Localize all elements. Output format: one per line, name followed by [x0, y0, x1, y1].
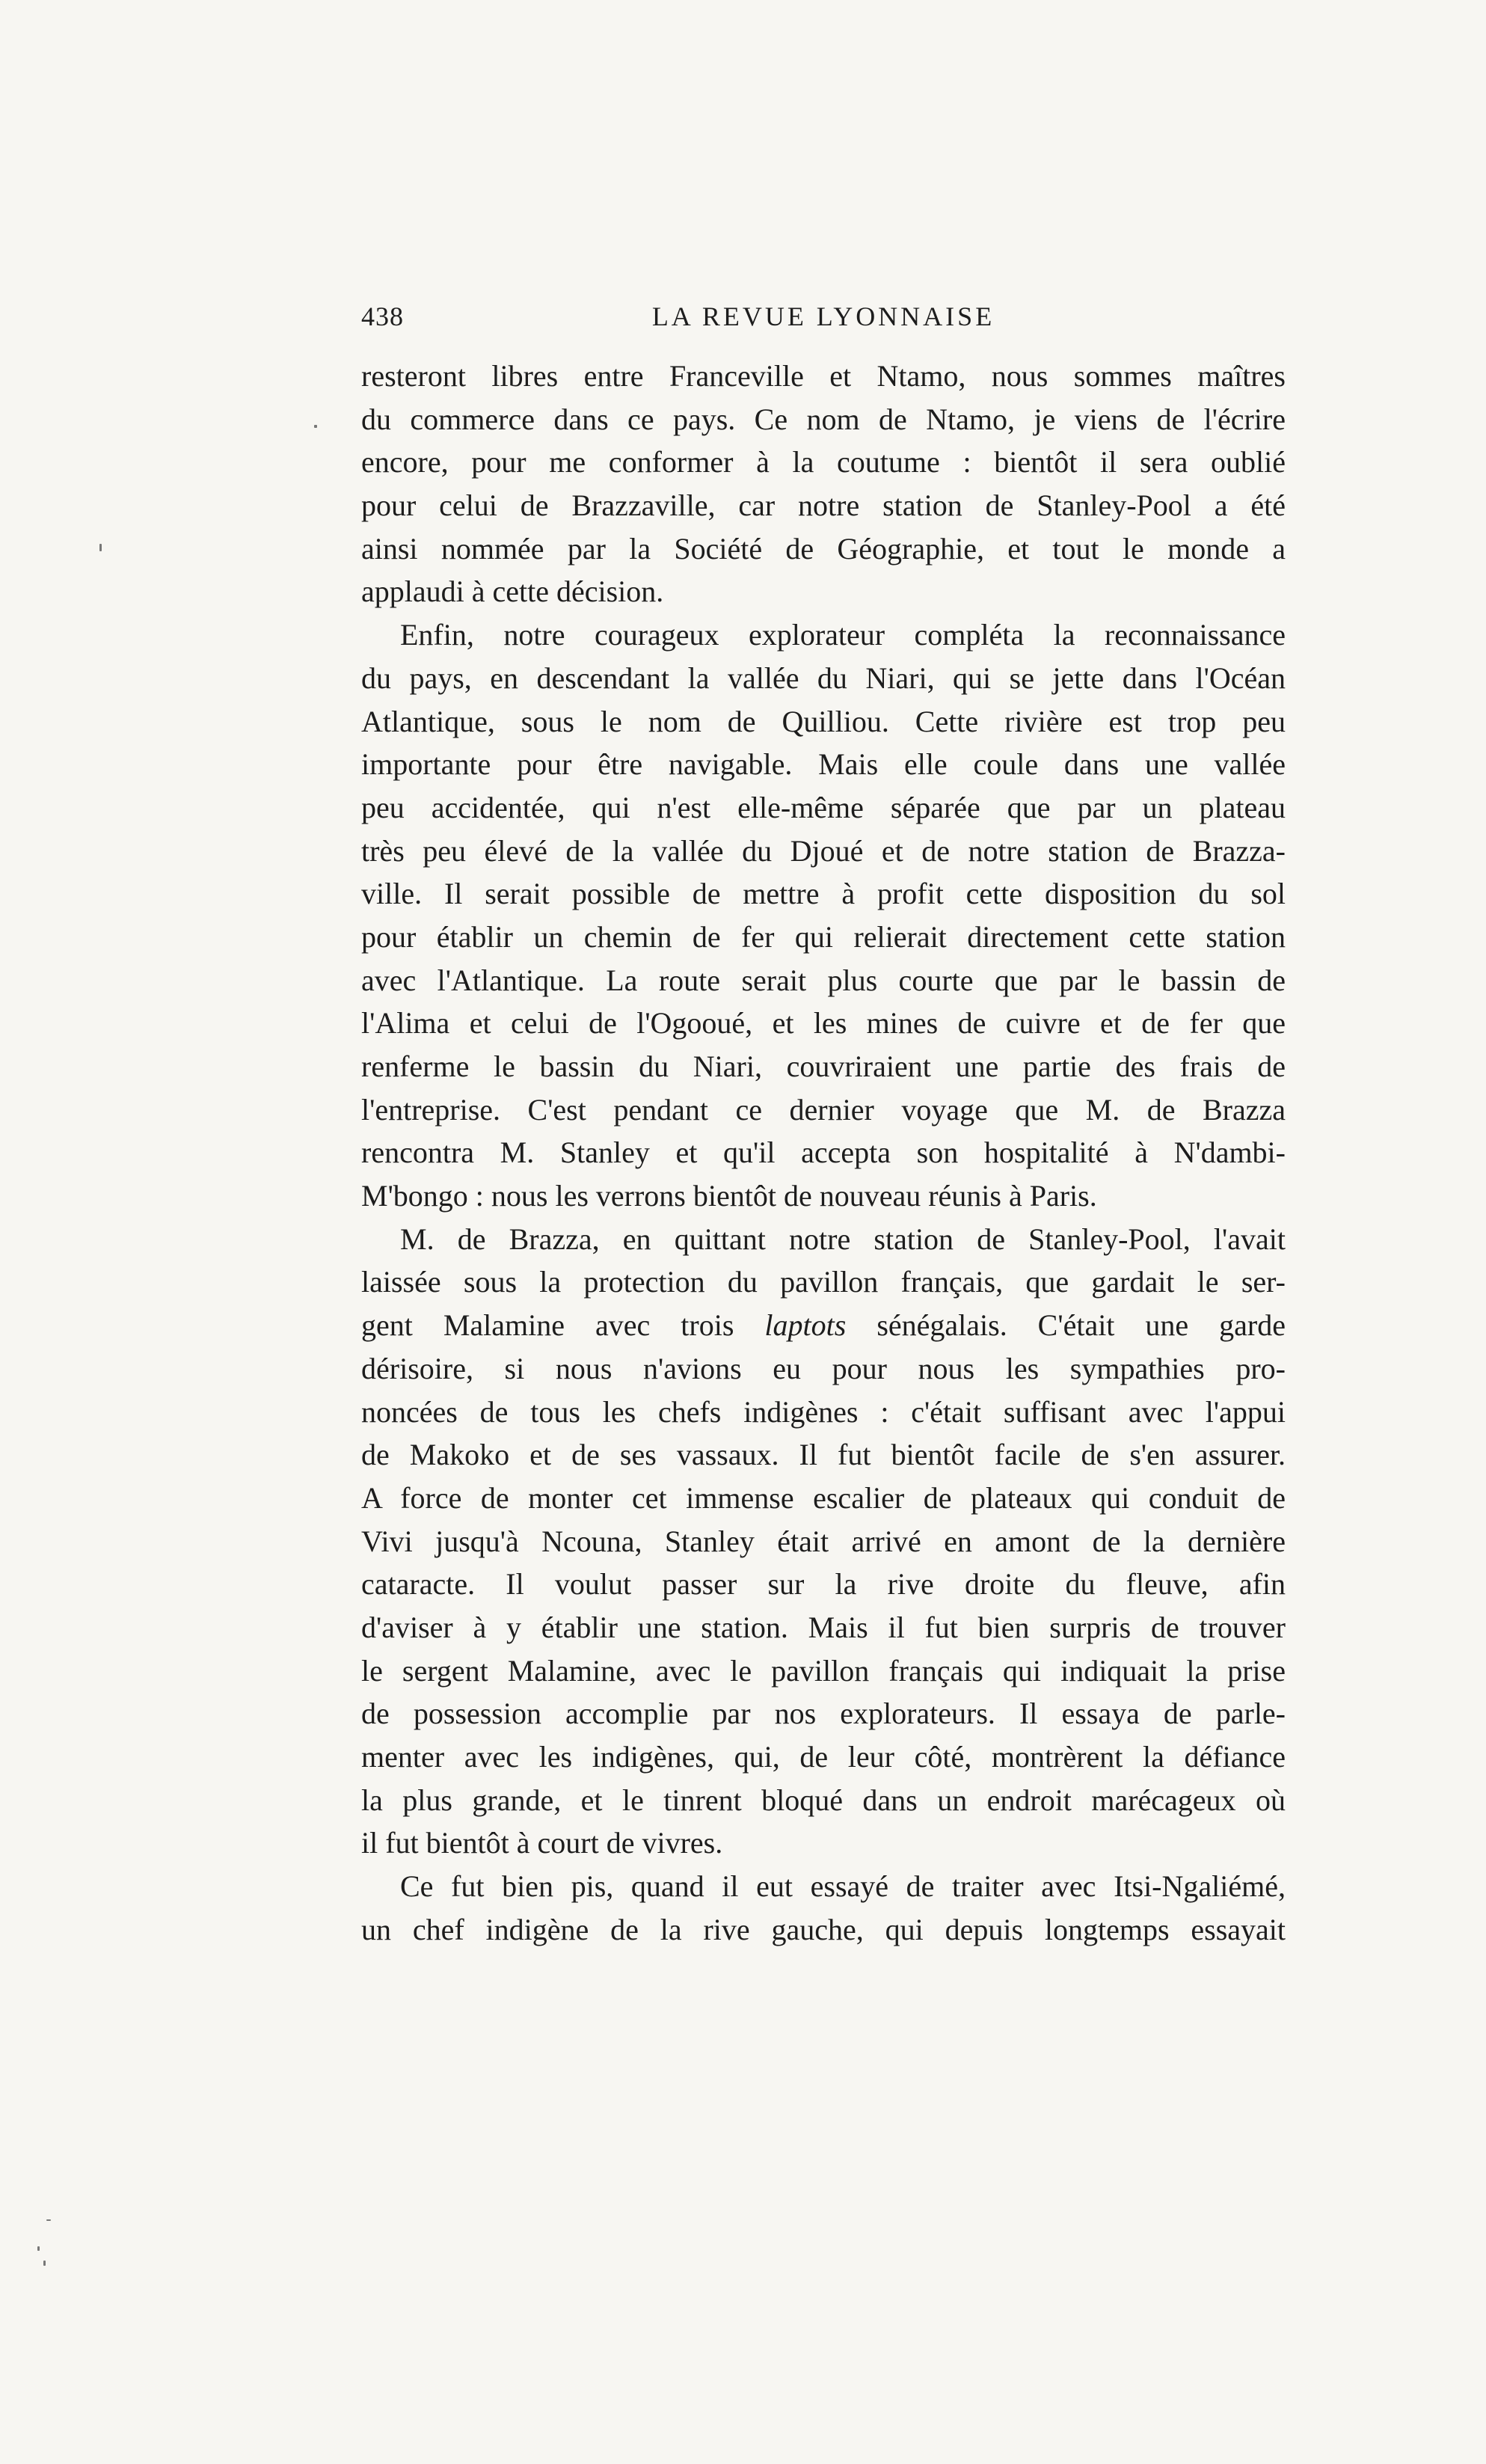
text-line: du commerce dans ce pays. Ce nom de Ntamo, je viens de l'écrire — [361, 402, 1286, 436]
running-title: LA REVUE LYONNAISE — [651, 301, 995, 331]
text-line: pour celui de Brazzaville, car notre station de Stanley-Pool a été — [361, 488, 1286, 523]
text-line: Enfin, notre courageux explorateur compléta la reconnaissance — [400, 618, 1286, 652]
text-segment: gent Malamine avec trois — [361, 1308, 734, 1343]
text-line: ainsi nommée par la Société de Géographie, et tout le monde a — [361, 531, 1286, 566]
text-line: dérisoire, si nous n'avions eu pour nous les sympathies pro- — [361, 1351, 1286, 1385]
page-number: 438 — [361, 301, 404, 331]
text-line: applaudi à cette décision. — [361, 574, 664, 609]
text-line: très peu élevé de la vallée du Djoué et de notre station de Brazza- — [361, 833, 1286, 868]
text-line: l'entreprise. C'est pendant ce dernier voyage que M. de Brazza — [361, 1092, 1286, 1127]
text-line: avec l'Atlantique. La route serait plus courte que par le bassin de — [361, 963, 1286, 997]
text-segment: sénégalais. C'était une garde — [876, 1308, 1286, 1343]
text-line: peu accidentée, qui n'est elle-même séparée que par un plateau — [361, 790, 1286, 824]
text-line: du pays, en descendant la vallée du Niari, qui se jette dans l'Océan — [361, 661, 1286, 695]
scan-speck — [314, 425, 317, 428]
text-line: un chef indigène de la rive gauche, qui depuis longtemps essayait — [361, 1912, 1286, 1946]
text-line: noncées de tous les chefs indigènes : c'était suffisant avec l'appui — [361, 1394, 1286, 1429]
text-line: renferme le bassin du Niari, couvriraient une partie des frais de — [361, 1049, 1286, 1083]
text-line: le sergent Malamine, avec le pavillon français qui indiquait la prise — [361, 1653, 1286, 1688]
text-line: Atlantique, sous le nom de Quilliou. Cette rivière est trop peu — [361, 704, 1286, 738]
text-line: de Makoko et de ses vassaux. Il fut bientôt facile de s'en assurer. — [361, 1438, 1286, 1472]
text-line: il fut bientôt à court de vivres. — [361, 1826, 723, 1860]
text-line: d'aviser à y établir une station. Mais il fut bien surpris de trouver — [361, 1610, 1286, 1644]
text-line: la plus grande, et le tinrent bloqué dans un endroit marécageux où — [361, 1783, 1286, 1817]
text-line: pour établir un chemin de fer qui relierait directement cette station — [361, 919, 1286, 954]
text-line: laissée sous la protection du pavillon français, que gardait le ser- — [361, 1265, 1286, 1299]
body-text — [361, 355, 1286, 1951]
text-line-with-italic — [361, 1304, 1286, 1347]
text-line: l'Alima et celui de l'Ogooué, et les mines de cuivre et de fer que — [361, 1006, 1286, 1041]
text-line: cataracte. Il voulut passer sur la rive droite du fleuve, afin — [361, 1567, 1286, 1602]
text-line: Vivi jusqu'à Ncouna, Stanley était arrivé en amont de la dernière — [361, 1524, 1286, 1558]
text-line: M'bongo : nous les verrons bientôt de nouveau réunis à Paris. — [361, 1179, 1097, 1213]
scan-speck — [46, 2219, 51, 2221]
text-line: M. de Brazza, en quittant notre station de Stanley-Pool, l'avait — [400, 1222, 1286, 1256]
scan-speck — [37, 2246, 40, 2251]
text-line: de possession accomplie par nos explorateurs. Il essaya de parle- — [361, 1697, 1286, 1731]
text-line: resteront libres entre Franceville et Ntamo, nous sommes maîtres — [361, 359, 1286, 393]
text-line: A force de monter cet immense escalier de plateaux qui conduit de — [361, 1480, 1286, 1515]
text-line: menter avec les indigènes, qui, de leur côté, montrèrent la défiance — [361, 1740, 1286, 1774]
page-header — [361, 301, 1286, 338]
italic-word: laptots — [764, 1308, 847, 1343]
text-line: ville. Il serait possible de mettre à profit cette disposition du sol — [361, 877, 1286, 911]
text-line: importante pour être navigable. Mais elle coule dans une vallée — [361, 747, 1286, 782]
scan-speck — [99, 544, 102, 551]
text-line: rencontra M. Stanley et qu'il accepta son hospitalité à N'dambi- — [361, 1136, 1286, 1170]
text-line: Ce fut bien pis, quand il eut essayé de traiter avec Itsi-Ngaliémé, — [400, 1869, 1286, 1904]
text-line: encore, pour me conformer à la coutume : bientôt il sera oublié — [361, 445, 1286, 479]
scan-speck — [43, 2261, 46, 2266]
